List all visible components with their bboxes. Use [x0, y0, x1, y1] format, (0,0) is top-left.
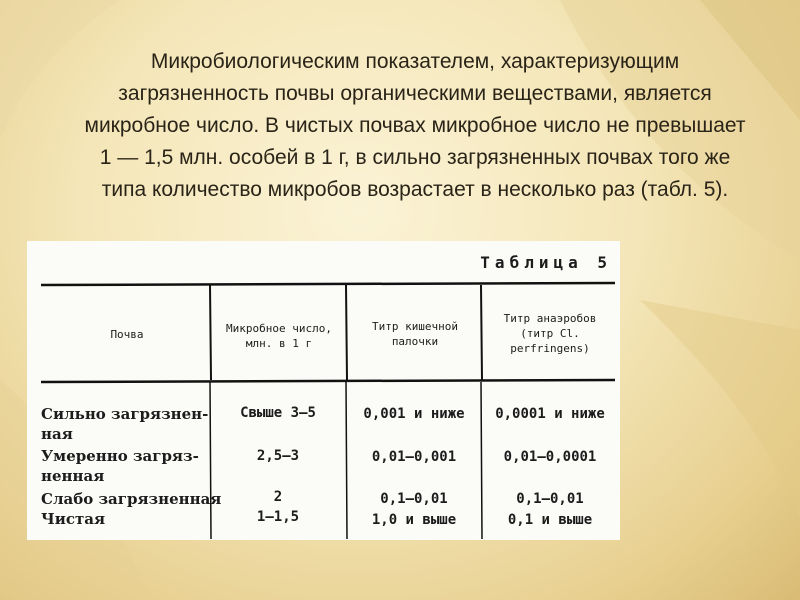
row-1-anaerobes: 0,0001 и ниже	[495, 406, 605, 422]
row-2-soil: Умеренно загряз-	[41, 447, 199, 465]
row-4-microbial: 1—1,5	[256, 509, 300, 525]
row-4-anaerobes: 0,1 и выше	[507, 512, 593, 528]
header-soil: Почва	[110, 328, 144, 341]
row-3-microbial: 2	[273, 489, 283, 505]
row-1-coli: 0,001 и ниже	[363, 406, 465, 422]
intro-paragraph: Микробиологическим показателем, характеризующим загрязненность почвы органическими веществами, является микробное число. В чистых почвах микробное число не превышает 1 — 1,5 млн. особей в 1 г, в сильно загрязненных почвах того же типа количество микробов возрастает в несколько раз (табл. 5).	[84, 50, 746, 201]
row-4-coli: 1,0 и выше	[371, 512, 457, 528]
table-caption: Таблица 5	[480, 253, 612, 272]
row-3-anaerobes: 0,1—0,01	[516, 491, 584, 507]
table-image	[27, 241, 620, 540]
header-anaerobes-titer: Титр анаэробов (титр Cl. perfringens)	[503, 312, 597, 355]
row-4-soil: Чистая	[41, 510, 106, 528]
header-coli-titer: Титр кишечной палочки	[371, 320, 459, 348]
row-2-soil-cont: ненная	[41, 467, 105, 485]
header-microbial-number: Микробное число, млн. в 1 г	[226, 322, 332, 350]
row-2-anaerobes: 0,01—0,0001	[503, 449, 597, 465]
row-2-microbial: 2,5—3	[256, 448, 300, 464]
row-1-microbial: Свыше 3—5	[240, 405, 316, 421]
row-1-soil-cont: ная	[41, 425, 73, 443]
row-1-soil: Сильно загрязнен-	[41, 405, 209, 423]
row-3-coli: 0,1—0,01	[380, 491, 448, 507]
row-3-soil: Слабо загрязненная	[41, 490, 222, 508]
row-2-coli: 0,01—0,001	[371, 449, 457, 465]
